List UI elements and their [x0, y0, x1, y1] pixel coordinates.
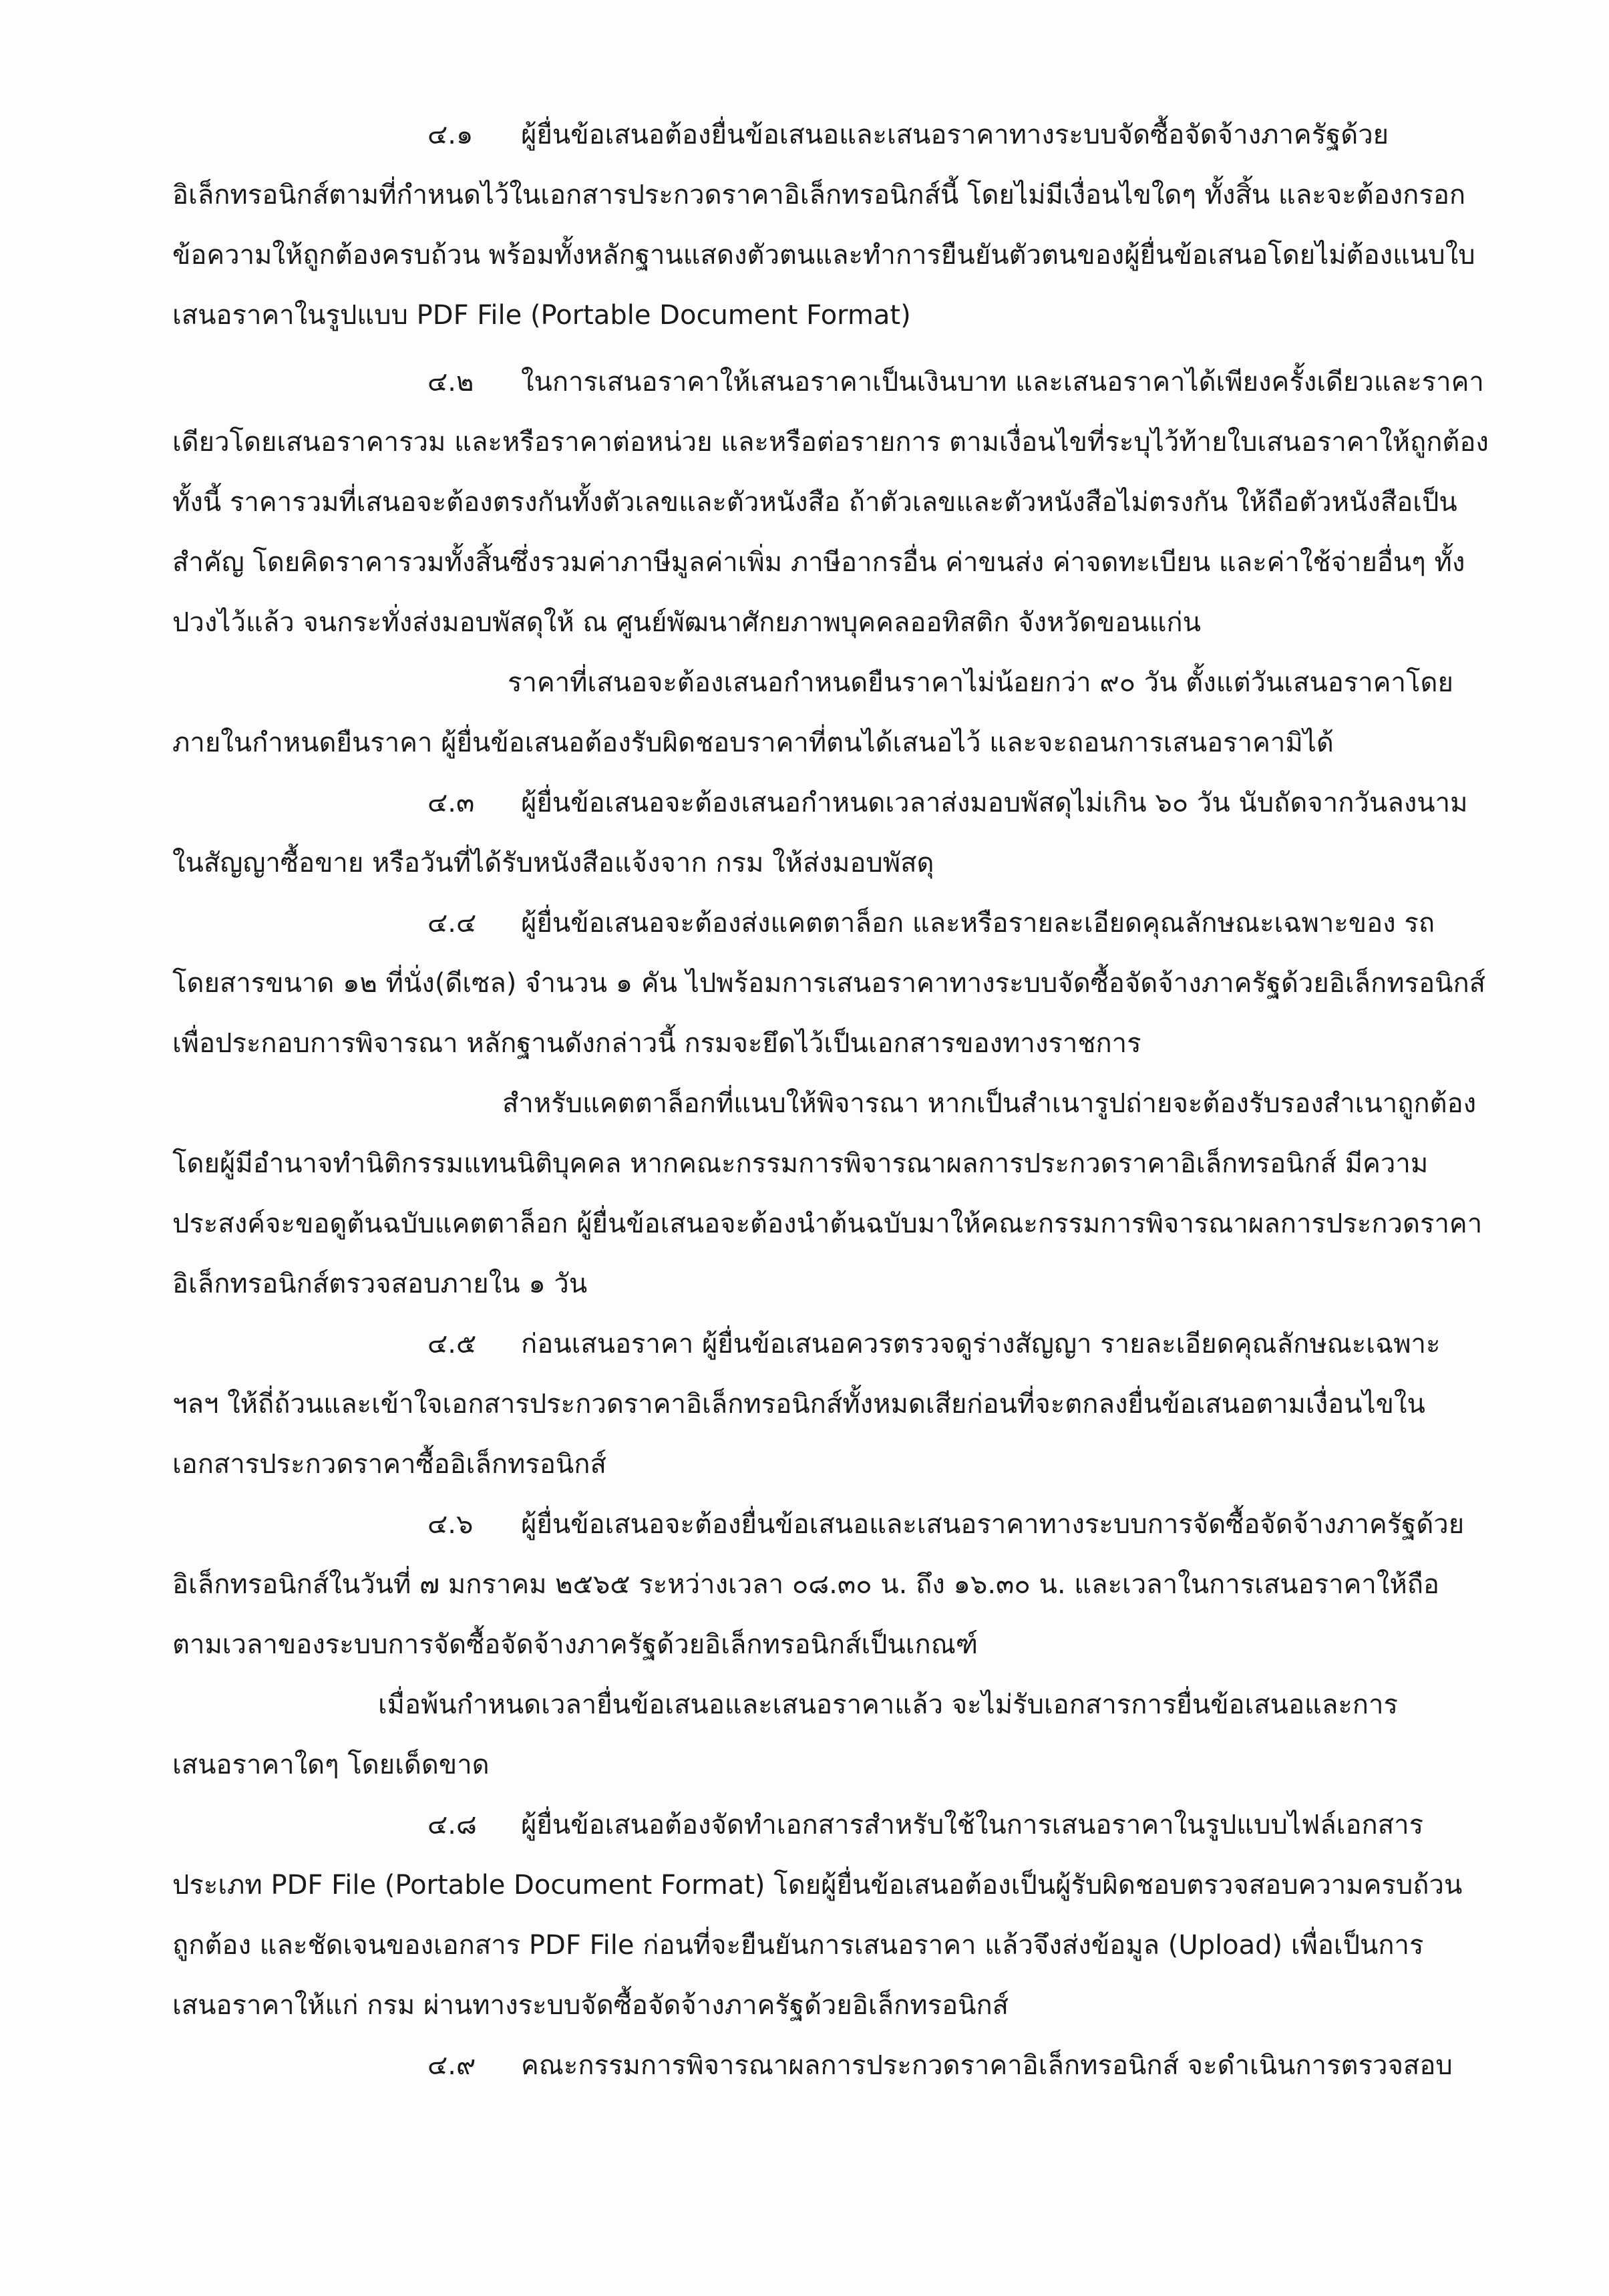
text-line: สำคัญ โดยคิดราคารวมทั้งสิ้นซึ่งรวมค่าภาษีมูลค่าเพิ่ม ภาษีอากรอื่น ค่าขนส่ง ค่าจดทะเบียน และค่าใช้จ่ายอื่นๆ ทั้ง [172, 547, 1465, 578]
clause-number: ๔.๓ [427, 788, 475, 818]
text-line: ผู้ยื่นข้อเสนอต้องจัดทำเอกสารสำหรับใช้ในการเสนอราคาในรูปแบบไฟล์เอกสาร [521, 1810, 1424, 1840]
text-line: ผู้ยื่นข้อเสนอจะต้องเสนอกำหนดเวลาส่งมอบพัสดุไม่เกิน ๖๐ วัน นับถัดจากวันลงนาม [521, 788, 1468, 818]
clause-number: ๔.๒ [427, 367, 474, 397]
text-line: ผู้ยื่นข้อเสนอจะต้องยื่นข้อเสนอและเสนอราคาทางระบบการจัดซื้อจัดจ้างภาครัฐด้วย [521, 1509, 1465, 1540]
text-line: ฯลฯ ให้ถี่ถ้วนและเข้าใจเอกสารประกวดราคาอิเล็กทรอนิกส์ทั้งหมดเสียก่อนที่จะตกลงยื่นข้อเสนอตามเงื่อนไขใน [172, 1389, 1425, 1420]
text-line: เสนอราคาในรูปแบบ PDF File (Portable Document Format) [172, 300, 911, 331]
clause-number: ๔.๔ [427, 908, 477, 939]
clause-number: ๔.๖ [427, 1509, 474, 1540]
text-line: ประเภท PDF File (Portable Document Format) โดยผู้ยื่นข้อเสนอต้องเป็นผู้รับผิดชอบตรวจสอบความครบถ้วน [172, 1870, 1463, 1901]
text-line: เมื่อพ้นกำหนดเวลายื่นข้อเสนอและเสนอราคาแล้ว จะไม่รับเอกสารการยื่นข้อเสนอและการ [378, 1689, 1398, 1720]
text-line: ผู้ยื่นข้อเสนอจะต้องส่งแคตตาล็อก และหรือรายละเอียดคุณลักษณะเฉพาะของ รถ [521, 908, 1435, 939]
text-line: ก่อนเสนอราคา ผู้ยื่นข้อเสนอควรตรวจดูร่างสัญญา รายละเอียดคุณลักษณะเฉพาะ [521, 1329, 1441, 1359]
text-line: เอกสารประกวดราคาซื้ออิเล็กทรอนิกส์ [172, 1449, 606, 1480]
text-line: คณะกรรมการพิจารณาผลการประกวดราคาอิเล็กทรอนิกส์ จะดำเนินการตรวจสอบ [521, 2050, 1453, 2081]
text-line: เสนอราคาใดๆ โดยเด็ดขาด [172, 1750, 490, 1780]
text-line: ตามเวลาของระบบการจัดซื้อจัดจ้างภาครัฐด้วยอิเล็กทรอนิกส์เป็นเกณฑ์ [172, 1629, 978, 1660]
text-line: ราคาที่เสนอจะต้องเสนอกำหนดยืนราคาไม่น้อยกว่า ๙๐ วัน ตั้งแต่วันเสนอราคาโดย [508, 667, 1453, 698]
text-line: เสนอราคาให้แก่ กรม ผ่านทางระบบจัดซื้อจัดจ้างภาครัฐด้วยอิเล็กทรอนิกส์ [172, 1990, 1009, 2021]
text-line: โดยสารขนาด ๑๒ ที่นั่ง(ดีเซล) จำนวน ๑ คัน ไปพร้อมการเสนอราคาทางระบบจัดซื้อจัดจ้างภาครัฐด้วยอิเล็กทรอนิกส์ [172, 968, 1486, 999]
clause-number: ๔.๕ [427, 1329, 477, 1359]
text-line: ประสงค์จะขอดูต้นฉบับแคตตาล็อก ผู้ยื่นข้อเสนอจะต้องนำต้นฉบับมาให้คณะกรรมการพิจารณาผลการประกวดราคา [172, 1208, 1483, 1239]
text-line: โดยผู้มีอำนาจทำนิติกรรมแทนนิติบุคคล หากคณะกรรมการพิจารณาผลการประกวดราคาอิเล็กทรอนิกส์ มีความ [172, 1148, 1429, 1179]
text-line: สำหรับแคตตาล็อกที่แนบให้พิจารณา หากเป็นสำเนารูปถ่ายจะต้องรับรองสำเนาถูกต้อง [502, 1088, 1477, 1119]
text-line: ภายในกำหนดยืนราคา ผู้ยื่นข้อเสนอต้องรับผิดชอบราคาที่ตนได้เสนอไว้ และจะถอนการเสนอราคามิได้ [172, 727, 1334, 758]
text-line: ในการเสนอราคาให้เสนอราคาเป็นเงินบาท และเสนอราคาได้เพียงครั้งเดียวและราคา [521, 367, 1484, 397]
text-line: ผู้ยื่นข้อเสนอต้องยื่นข้อเสนอและเสนอราคาทางระบบจัดซื้อจัดจ้างภาครัฐด้วย [521, 120, 1389, 150]
clause-number: ๔.๑ [427, 120, 474, 150]
clause-number: ๔.๘ [427, 1810, 477, 1840]
text-line: อิเล็กทรอนิกส์ตามที่กำหนดไว้ในเอกสารประกวดราคาอิเล็กทรอนิกส์นี้ โดยไม่มีเงื่อนไขใดๆ ทั้งสิ้น และจะต้องกรอก [172, 180, 1466, 210]
clause-number: ๔.๙ [427, 2050, 476, 2081]
text-line: เดียวโดยเสนอราคารวม และหรือราคาต่อหน่วย และหรือต่อรายการ ตามเงื่อนไขที่ระบุไว้ท้ายใบเสนอราคาให้ถูกต้อง [172, 427, 1489, 458]
text-line: ในสัญญาซื้อขาย หรือวันที่ได้รับหนังสือแจ้งจาก กรม ให้ส่งมอบพัสดุ [172, 848, 934, 878]
text-line: เพื่อประกอบการพิจารณา หลักฐานดังกล่าวนี้ กรมจะยึดไว้เป็นเอกสารของทางราชการ [172, 1028, 1141, 1059]
text-line: ถูกต้อง และชัดเจนของเอกสาร PDF File ก่อนที่จะยืนยันการเสนอราคา แล้วจึงส่งข้อมูล (Upload) เพื่อเป็นการ [172, 1930, 1424, 1961]
text-line: ทั้งนี้ ราคารวมที่เสนอจะต้องตรงกันทั้งตัวเลขและตัวหนังสือ ถ้าตัวเลขและตัวหนังสือไม่ตรงกัน ให้ถือตัวหนังสือเป็น [172, 487, 1457, 518]
text-line: ข้อความให้ถูกต้องครบถ้วน พร้อมทั้งหลักฐานแสดงตัวตนและทำการยืนยันตัวตนของผู้ยื่นข้อเสนอโดยไม่ต้องแนบใบ [172, 240, 1475, 271]
text-line: อิเล็กทรอนิกส์ในวันที่ ๗ มกราคม ๒๕๖๕ ระหว่างเวลา ๐๘.๓๐ น. ถึง ๑๖.๓๐ น. และเวลาในการเสนอราคาให้ถือ [172, 1569, 1439, 1600]
text-line: ปวงไว้แล้ว จนกระทั่งส่งมอบพัสดุให้ ณ ศูนย์พัฒนาศักยภาพบุคคลออทิสติก จังหวัดขอนแก่น [172, 607, 1201, 638]
text-line: อิเล็กทรอนิกส์ตรวจสอบภายใน ๑ วัน [172, 1269, 588, 1299]
